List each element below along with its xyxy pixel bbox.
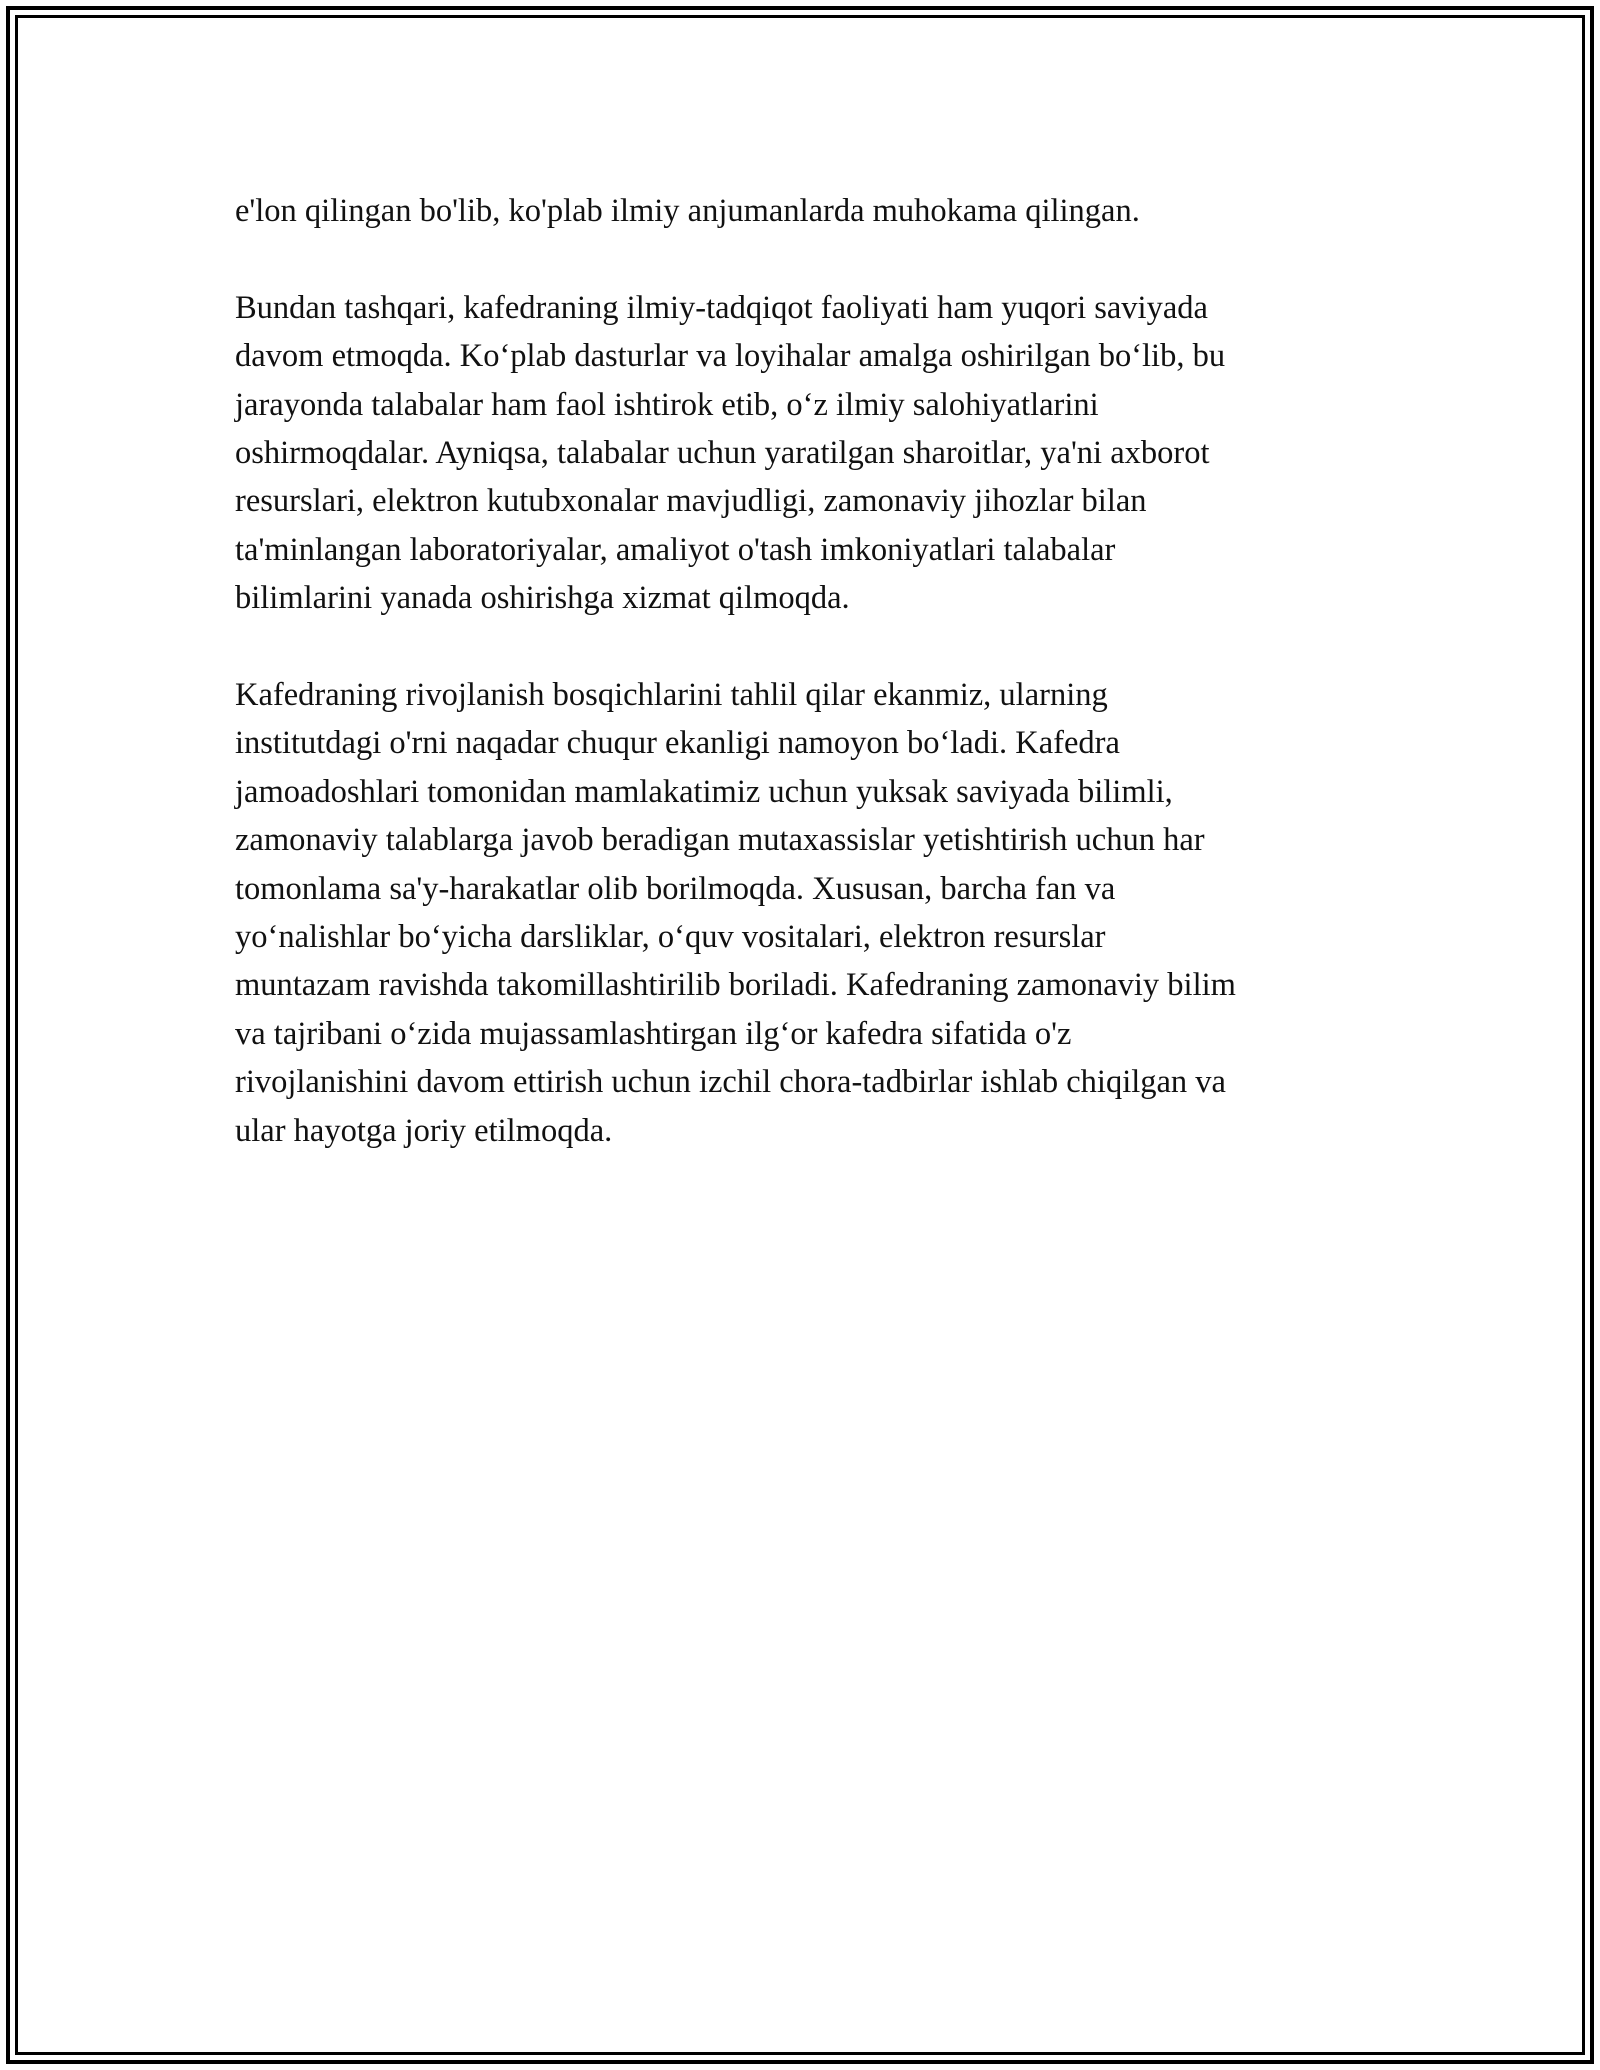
paragraph-3: Kafedraning rivojlanish bosqichlarini tahlil qilar ekanmiz, ularning institutdagi o'rni naqadar chuqur ekanligi namoyon bo‘ladi. Kafedra jamoadoshlari tomonidan mamlakatimiz uchun yuksak saviyada bilimli, zamonaviy talablarga javob beradigan mutaxassislar yetishtirish uchun har tomonlama sa'y-harakatlar olib borilmoqda. Xususan, barcha fan va yo‘nalishlar bo‘yicha darsliklar, o‘quv vositalari, elektron resurslar muntazam ravishda takomillashtirilib boriladi. Kafedraning zamonaviy bilim va tajribani o‘zida mujassamlashtirgan ilg‘or kafedra sifatida o'z rivojlanishini davom ettirish uchun izchil chora-tadbirlar ishlab chiqilgan va ular hayotga joriy etilmoqda. bbox=[235, 677, 1236, 1149]
paragraph-1: e'lon qilingan bo'lib, ko'plab ilmiy anjumanlarda muhokama qilingan. bbox=[235, 193, 1140, 229]
paragraph-2: Bundan tashqari, kafedraning ilmiy-tadqiqot faoliyati ham yuqori saviyada davom etmoqda. Ko‘plab dasturlar va loyihalar amalga oshirilgan bo‘lib, bu jarayonda talabalar ham faol ishtirok etib, o‘z ilmiy salohiyatlarini oshirmoqdalar. Ayniqsa, talabalar uchun yaratilgan sharoitlar, ya'ni axborot resurslari, elektron kutubxonalar mavjudligi, zamonaviy jihozlar bilan ta'minlangan laboratoriyalar, amaliyot o'tash imkoniyatlari talabalar bilimlarini yanada oshirishga xizmat qilmoqda. bbox=[235, 289, 1226, 617]
document-body bbox=[235, 187, 1385, 1203]
